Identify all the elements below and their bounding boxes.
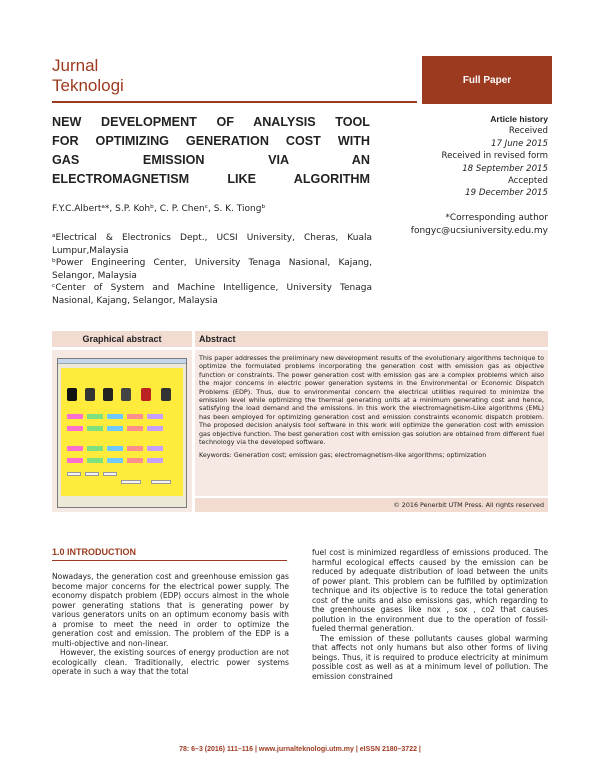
corresponding-author	[411, 212, 548, 237]
accepted-label: Accepted	[507, 176, 548, 187]
journal-name	[52, 56, 124, 96]
accepted-date: 19 December 2015	[465, 188, 548, 199]
plant-icon	[67, 388, 77, 401]
revised-date: 18 September 2015	[462, 163, 548, 174]
result-cell	[147, 414, 163, 419]
received-label: Received	[508, 126, 548, 137]
result-cell	[127, 446, 143, 451]
received-date: 17 June 2015	[491, 138, 548, 149]
body-paragraph: However, the existing sources of energy production are not ecologically clean. Traditionally, electric power systems operate in such a way that the total	[52, 648, 289, 676]
result-cell	[87, 414, 103, 419]
graphical-abstract-heading: Graphical abstract	[52, 331, 192, 347]
result-cell	[147, 458, 163, 463]
affiliation: ᵃElectrical & Electronics Dept., UCSI University, Cheras, Kuala Lumpur,Malaysia	[52, 233, 372, 256]
result-cell	[127, 458, 143, 463]
result-cell	[107, 414, 123, 419]
corresponding-label: *Corresponding author	[445, 213, 548, 223]
body-paragraph: fuel cost is minimized regardless of emissions produced. The harmful ecological effects caused by the emission can be reduced by adequate distribution of load between the units of power plant. This problem can be fulfilled by optimization technique and its objective is to reduce the total generation cost of the units and also emissions gas, which regarding to the greenhouse gases like nox , sox , co2 that causes pollution in the environment due to the operation of fossil-fueled thermal generation.	[312, 548, 548, 633]
result-cell	[147, 446, 163, 451]
author-list: F.Y.C.Albertᵃ*, S.P. Kohᵇ, C. P. Chenᶜ, S. K. Tiongᵇ	[52, 204, 266, 214]
section-heading: 1.0 INTRODUCTION	[52, 547, 137, 557]
oil-icon	[85, 388, 95, 401]
app-button	[151, 480, 171, 484]
header-rule	[52, 101, 417, 103]
body-paragraph: The emission of these pollutants causes global warming that affects not only humans but also other forms of living beings. Thus, it is required to produce electricity at minimum possible cost as well as at a minimum level of pollution. The emission constrained	[312, 633, 548, 681]
abstract-body	[195, 350, 548, 496]
body-column-left	[52, 572, 289, 677]
result-cell	[67, 414, 83, 419]
result-cell	[67, 426, 83, 431]
result-cell	[127, 414, 143, 419]
gas-icon	[103, 388, 113, 401]
article-title	[52, 113, 370, 189]
abstract-heading: Abstract	[195, 331, 548, 347]
journal-name-line2: Teknologi	[52, 76, 124, 95]
result-cell	[107, 458, 123, 463]
title-line: FOR OPTIMIZING GENERATION COST WITH	[52, 134, 370, 148]
graphical-abstract-panel	[52, 350, 192, 512]
affiliation: ᶜCenter of System and Machine Intelligence, University Tenaga Nasional, Kajang, Selangor, Malaysia	[52, 283, 372, 306]
nuclear-icon	[161, 388, 171, 401]
wind-icon	[121, 388, 131, 401]
result-cell	[87, 446, 103, 451]
copyright-notice: © 2016 Penerbit UTM Press. All rights reserved	[195, 498, 548, 512]
paper-type-badge: Full Paper	[422, 56, 552, 104]
affiliations	[52, 232, 372, 307]
app-button	[121, 480, 141, 484]
result-cell	[67, 458, 83, 463]
journal-name-line1: Jurnal	[52, 56, 99, 75]
result-cell	[107, 446, 123, 451]
result-cell	[87, 458, 103, 463]
result-cell	[147, 426, 163, 431]
app-button	[67, 472, 81, 476]
page-footer: 78: 6–3 (2016) 111–116 | www.jurnalteknologi.utm.my | eISSN 2180–3722 |	[179, 746, 421, 753]
revised-label: Received in revised form	[441, 151, 548, 162]
app-button	[85, 472, 99, 476]
app-button	[103, 472, 117, 476]
result-cell	[87, 426, 103, 431]
body-paragraph: Nowadays, the generation cost and greenhouse emission gas become major concerns for the electrical power supply. The economy dispatch problem (EDP) occurs almost in the whole power generating stations that is generating power by various generators units on an optimum economy basis with a promise to meet the need in order to optimize the generation cost and emission. The problem of the EDP is a multi-objective and non-linear.	[52, 572, 289, 648]
section-rule	[52, 560, 287, 561]
body-column-right	[312, 548, 548, 681]
solar-icon	[141, 388, 151, 401]
abstract-text: This paper addresses the preliminary new development results of the evolutionary algorithms technique to optimize the formulated problems incorporating the generation cost with emission gas as objective function or constraints. The power generation cost with emission gas are a complex problems which also the major concerns in electric power generation systems in the Environmental or Economic Dispatch Problems (EDP). Thus, due to environmental concern the electrical utilities required to minimize the emission level while optimizing the thermal generating units at a minimum generating cost and hence, satisfying the load demand and the emissions. In this work the electromagnetism-Like algorithms (EML) has been employed for optimizing generation cost and emission constraints economic dispatch problem. The proposed decision analysis tool software in this work will optimize the generation cost with emission gas objective function. The best generation cost with emission gas solution are obtained from different fuel technology via the developed software.	[199, 354, 544, 447]
title-line: NEW DEVELOPMENT OF ANALYSIS TOOL	[52, 115, 370, 129]
affiliation: ᵇPower Engineering Center, University Tenaga Nasional, Kajang, Selangor, Malaysia	[52, 258, 372, 281]
title-line: GAS EMISSION VIA AN	[52, 153, 370, 167]
window-titlebar	[58, 359, 186, 364]
corresponding-email[interactable]: fongyc@ucsiuniversity.edu.my	[410, 225, 548, 236]
result-cell	[67, 446, 83, 451]
title-line: ELECTROMAGNETISM LIKE ALGORITHM	[52, 172, 370, 186]
software-screenshot	[57, 358, 187, 508]
article-history	[442, 113, 549, 200]
abstract-keywords: Keywords: Generation cost; emission gas; electromagnetism-like algorithms; optimization	[199, 451, 487, 460]
app-yellow-canvas	[61, 368, 183, 496]
history-heading: Article history	[490, 114, 548, 124]
result-cell	[127, 426, 143, 431]
result-cell	[107, 426, 123, 431]
